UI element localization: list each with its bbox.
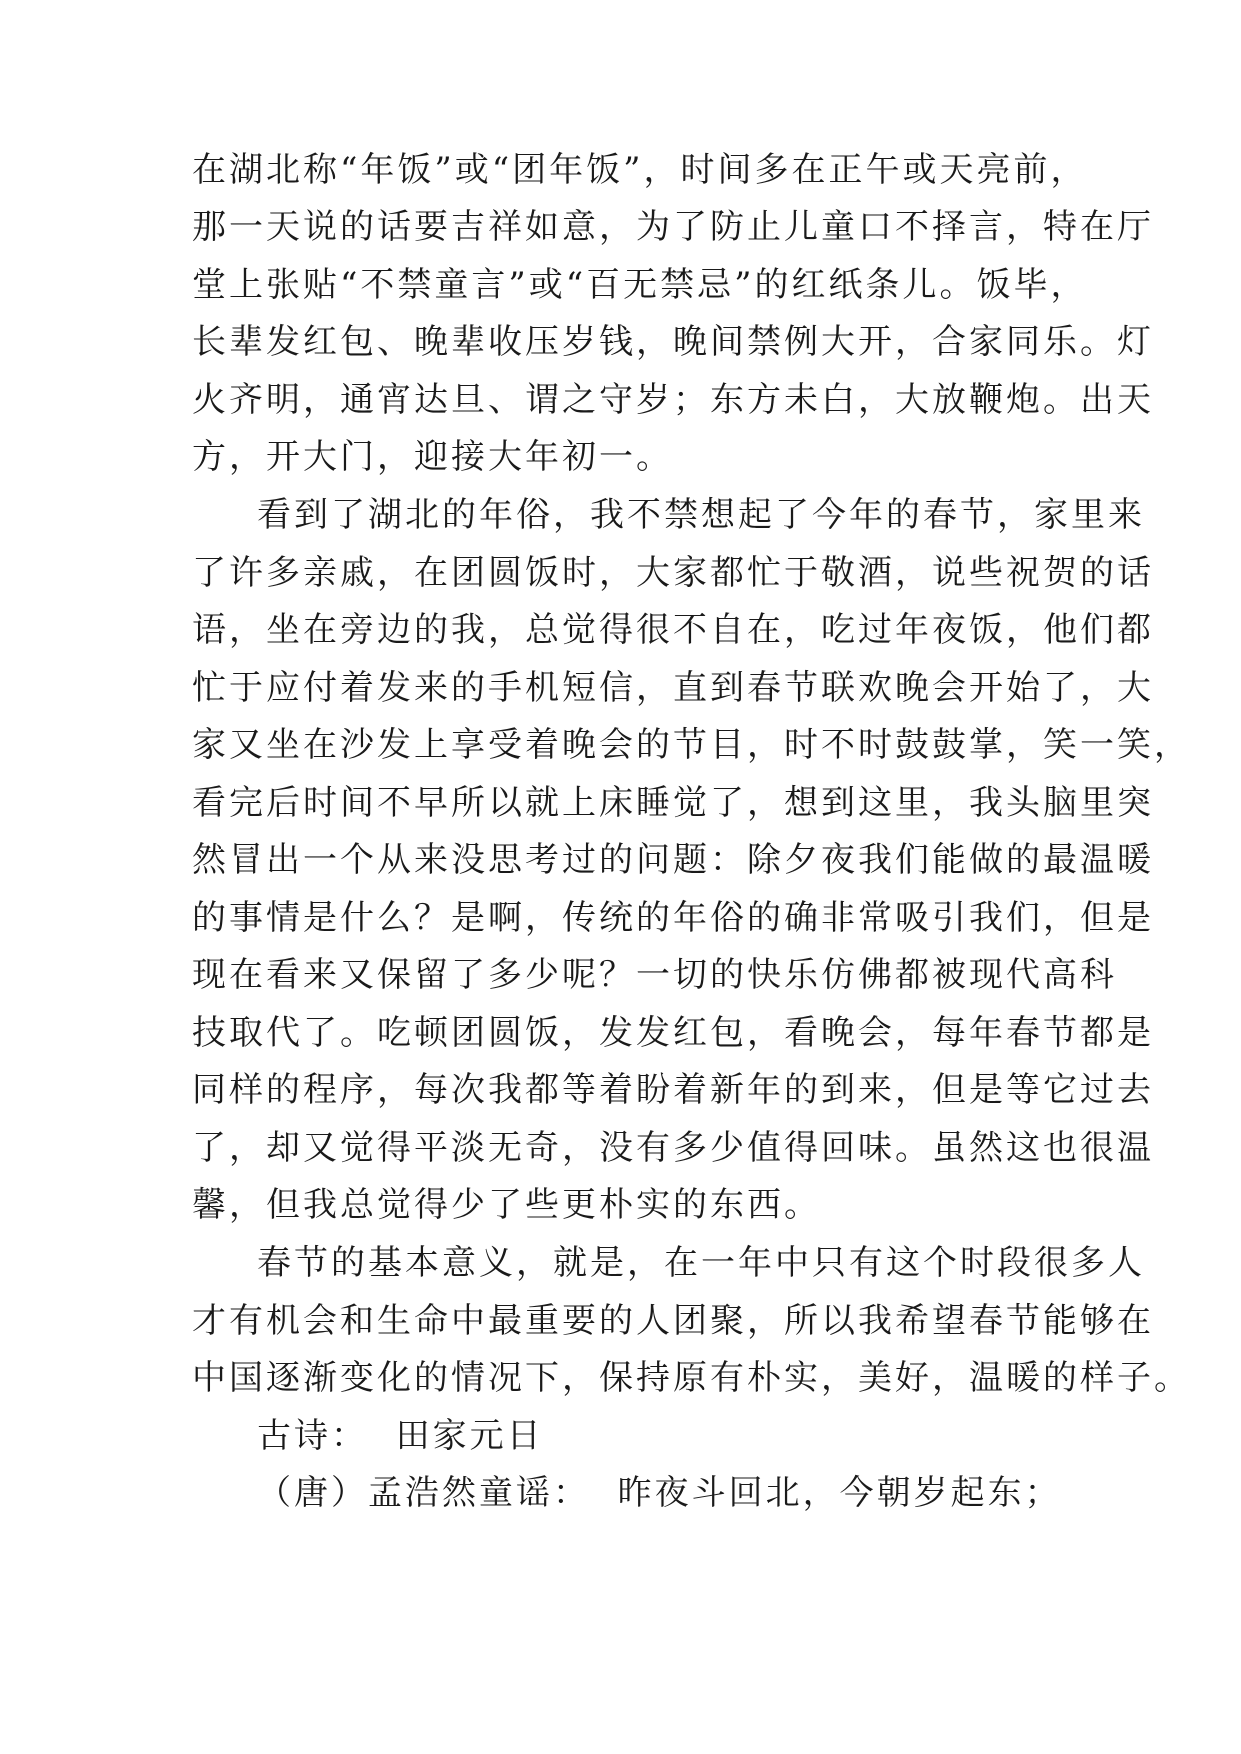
paragraph-3-line-1: 春节的基本意义，就是，在一年中只有这个时段很多人 xyxy=(257,1243,1145,1283)
paragraph-2-line-11: 同样的程序，每次我都等着盼着新年的到来，但是等它过去 xyxy=(192,1070,1154,1110)
paragraph-2-line-12: 了，却又觉得平淡无奇，没有多少值得回味。虽然这也很温 xyxy=(192,1128,1154,1168)
paragraph-1-line-5: 火齐明，通宵达旦、谓之守岁；东方未白，大放鞭炮。出天 xyxy=(192,380,1154,420)
paragraph-1-line-6: 方，开大门，迎接大年初一。 xyxy=(192,437,673,477)
paragraph-2-line-5: 家又坐在沙发上享受着晚会的节目，时不时鼓鼓掌，笑一笑， xyxy=(192,725,1191,765)
paragraph-2-line-8: 的事情是什么？是啊，传统的年俗的确非常吸引我们，但是 xyxy=(192,898,1154,938)
paragraph-2-line-13: 馨，但我总觉得少了些更朴实的东西。 xyxy=(192,1185,821,1225)
paragraph-2-line-2: 了许多亲戚，在团圆饭时，大家都忙于敬酒，说些祝贺的话 xyxy=(192,553,1154,593)
paragraph-1-line-4: 长辈发红包、晚辈收压岁钱，晚间禁例大开，合家同乐。灯 xyxy=(192,322,1154,362)
paragraph-2-line-9: 现在看来又保留了多少呢？一切的快乐仿佛都被现代高科 xyxy=(192,955,1117,995)
poem-title-line: 古诗： 田家元日 xyxy=(257,1416,544,1456)
paragraph-3-line-3: 中国逐渐变化的情况下，保持原有朴实，美好，温暖的样子。 xyxy=(192,1358,1191,1398)
paragraph-2-line-1: 看到了湖北的年俗，我不禁想起了今年的春节，家里来 xyxy=(257,495,1145,535)
paragraph-2-line-7: 然冒出一个从来没思考过的问题：除夕夜我们能做的最温暖 xyxy=(192,840,1154,880)
paragraph-1-line-3: 堂上张贴“不禁童言”或“百无禁忌”的红纸条儿。饭毕， xyxy=(192,265,1088,305)
paragraph-2-line-10: 技取代了。吃顿团圆饭，发发红包，看晚会，每年春节都是 xyxy=(192,1013,1154,1053)
paragraph-1-line-1: 在湖北称“年饭”或“团年饭”，时间多在正午或天亮前， xyxy=(192,150,1088,190)
paragraph-2-line-3: 语，坐在旁边的我，总觉得很不自在，吃过年夜饭，他们都 xyxy=(192,610,1154,650)
poem-author-line: （唐）孟浩然童谣： 昨夜斗回北，今朝岁起东； xyxy=(257,1473,1062,1513)
paragraph-2-line-6: 看完后时间不早所以就上床睡觉了，想到这里，我头脑里突 xyxy=(192,783,1154,823)
paragraph-1-line-2: 那一天说的话要吉祥如意，为了防止儿童口不择言，特在厅 xyxy=(192,207,1154,247)
paragraph-3-line-2: 才有机会和生命中最重要的人团聚，所以我希望春节能够在 xyxy=(192,1301,1154,1341)
paragraph-2-line-4: 忙于应付着发来的手机短信，直到春节联欢晚会开始了，大 xyxy=(192,668,1154,708)
